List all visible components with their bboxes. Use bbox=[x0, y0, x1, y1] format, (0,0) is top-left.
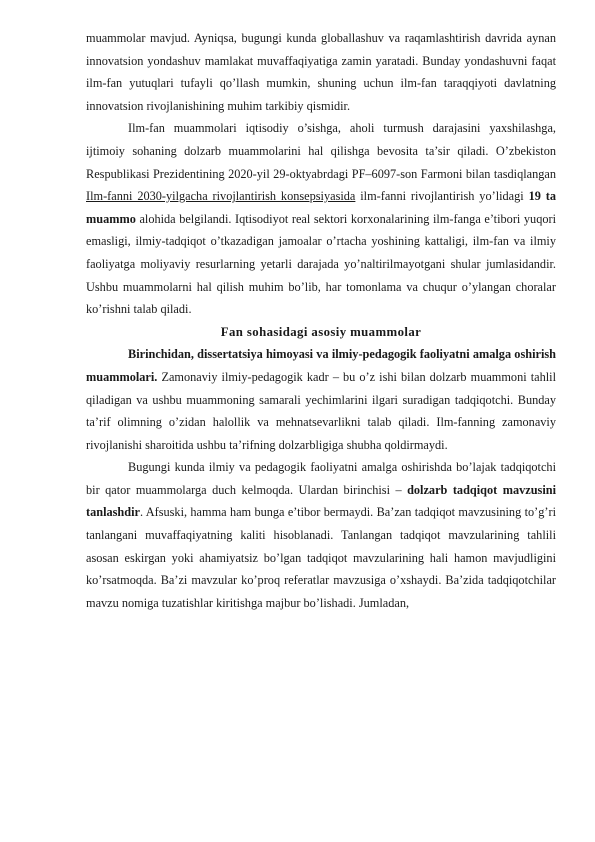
paragraph-problems-text-c: alohida belgilandi. Iqtisodiyot real sektori korxonalarining ilm-fanga e’tibori yuqori emasligi, ilmiy-tadqiqot o’tkazadigan jamoalar o’rtacha yoshining kattaligi, ilm-fan va ilmiy faoliyatga moliyaviy resurlarning yetarli darajada yo’naltirilmayotgani shular jumlasidandir. Ushbu muammolarni hal qilish muhim bo’lib, har tomonlama va chuqur o’ylangan choralar ko’rishni talab qiladi. bbox=[86, 211, 556, 317]
paragraph-problems-text-b: ilm-fanni rivojlantirish yo’lidagi bbox=[355, 189, 529, 204]
research-topic-text-a: Bugungi kunda ilmiy va pedagogik faoliyatni amalga oshirishda bo’lajak tadqiqotchi bir qator muammolarga duch kelmoqda. Ulardan birinchisi – bbox=[86, 460, 556, 497]
first-problem-text: Zamonaviy ilmiy-pedagogik kadr – bu o’z ishi bilan dolzarb muammoni tahlil qiladigan va ushbu muammoning samarali yechimlarini ilgari suradigan tadqiqotchi. Bunday ta’rif olimning o’zidan halollik va mehnatsevarlikni talab qiladi. Ilm-fanning zamonaviy rivojlanishi sharoitida ushbu ta’rifning dolzarbligiga shubha qoldirmaydi. bbox=[86, 369, 556, 452]
first-problem-title: Birinchidan, dissertatsiya himoyasi va ilmiy-pedagogik faoliyatni amalga oshirish muammolari. bbox=[86, 347, 556, 384]
section-heading: Fan sohasidagi asosiy muammolar bbox=[220, 324, 422, 339]
paragraph-research-topic bbox=[86, 456, 556, 614]
problem-count: 19 ta muammo bbox=[86, 189, 556, 226]
concept-link[interactable]: Ilm-fanni 2030-yilgacha rivojlantirish konsepsiyasida bbox=[86, 189, 356, 204]
research-topic-text-b: . Afsuski, hamma ham bunga e’tibor bermaydi. Ba’zan tadqiqot mavzusining to’g’ri tanlangani muvaffaqiyatning kaliti hisoblanadi. Tanlangan tadqiqot mavzularining tahlili asosan eskirgan yoki ahamiyatsiz bo’lgan tadqiqot mavzularining hali hamon mavjudligini ko’rsatmoqda. Ba’zi mavzular ko’proq referatlar mavzusiga o’xshaydi. Ba’zida tadqiqotchilar mavzu nomiga tuzatishlar kiritishga majbur bo’lishadi. Jumladan, bbox=[86, 505, 556, 610]
paragraph-intro: muammolar mavjud. Ayniqsa, bugungi kunda globallashuv va raqamlashtirish davrida aynan innovatsion yondashuv mamlakat muvaffaqiyatiga zamin yaratadi. Bunday yondashuvni faqat ilm-fan yutuqlari tufayli qo’llash mumkin, shuning uchun ilm-fan taraqqiyoti davlatning innovatsion rivojlanishining muhim tarkibiy qismidir. bbox=[86, 31, 556, 113]
paragraph-first-problem bbox=[86, 343, 556, 456]
paragraph-problems bbox=[86, 117, 556, 320]
paragraph-problems-text-a: Ilm-fan muammolari iqtisodiy o’sishga, aholi turmush darajasini yaxshilashga, ijtimoiy sohaning dolzarb muammolarini hal qilishga bevosita ta’sir qiladi. O’zbekiston Respublikasi Prezidentining 2020-yil 29-oktyabrdagi PF–6097-son Farmoni bilan tasdiqlangan bbox=[86, 121, 556, 181]
research-topic-emphasis: dolzarb tadqiqot mavzusini tanlashdir bbox=[86, 482, 556, 520]
